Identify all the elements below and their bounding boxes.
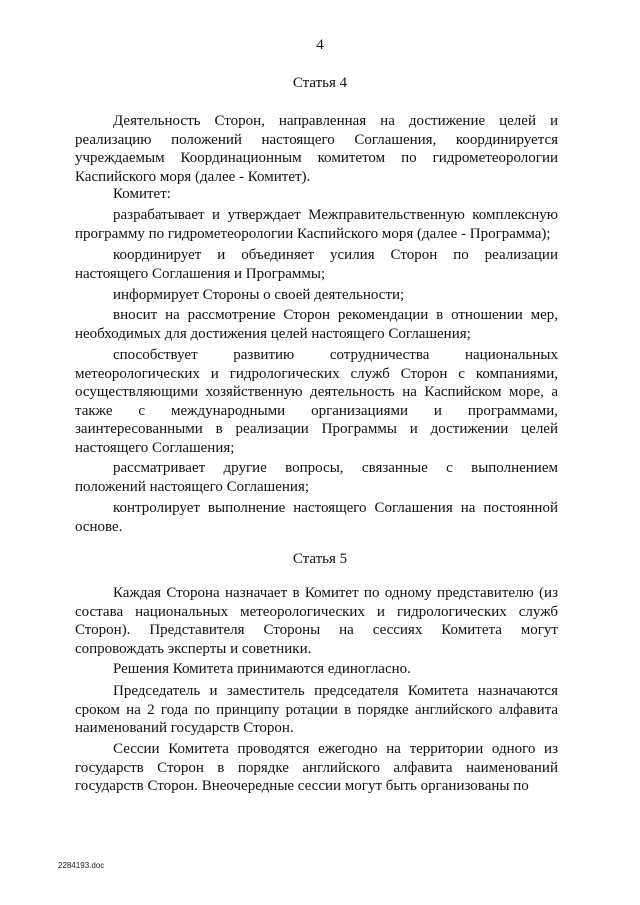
article-5-title: Статья 5 [292,551,348,567]
article-5-paragraph: Председатель и заместитель председателя Комитета назначаются сроком на 2 года по принципу ротации в порядке английского алфавита наименований государств Сторон. [75,683,558,737]
article-5-paragraph: Решения Комитета принимаются единогласно. [113,661,411,677]
article-5-paragraph: Каждая Сторона назначает в Комитет по одному представителю (из состава национальных метеорологических и гидрологических служб Сторон). Представителя Стороны на сессиях Комитета могут сопровождать эксперты и советники. [75,585,558,657]
article-4-paragraph: координирует и объединяет усилия Сторон по реализации настоящего Соглашения и Программы; [75,247,558,282]
article-5-paragraph: Сессии Комитета проводятся ежегодно на территории одного из государств Сторон в порядке английского алфавита наименований государств Сторон. Внеочередные сессии могут быть организованы по [75,741,558,795]
article-4-paragraph: вносит на рассмотрение Сторон рекомендации в отношении мер, необходимых для достижения целей настоящего Соглашения; [75,307,558,342]
article-4-paragraph: способствует развитию сотрудничества национальных метеорологических и гидрологических служб Сторон с компаниями, осуществляющими хозяйственную деятельность на Каспийском море, а также с международными организациями и программами, заинтересованными в реализации Программы и достижении целей настоящего Соглашения; [75,347,558,456]
article-4-paragraph: Комитет: [113,186,171,202]
article-4-paragraph: рассматривает другие вопросы, связанные с выполнением положений настоящего Соглашения; [75,460,558,495]
article-4-paragraph: контролирует выполнение настоящего Соглашения на постоянной основе. [75,500,558,535]
article-4-title: Статья 4 [292,75,348,91]
page-number: 4 [316,37,324,53]
article-4-paragraph: разрабатывает и утверждает Межправительственную комплексную программу по гидрометеорологии Каспийского моря (далее - Программа); [75,207,558,242]
footer-filename: 2284193.doc [58,861,105,870]
article-4-paragraph: информирует Стороны о своей деятельности; [113,287,405,303]
article-4-paragraph: Деятельность Сторон, направленная на достижение целей и реализацию положений настоящего Соглашения, координируется учреждаемым Координационным комитетом по гидрометеорологии Каспийского моря (далее - Комитет). [75,113,558,185]
